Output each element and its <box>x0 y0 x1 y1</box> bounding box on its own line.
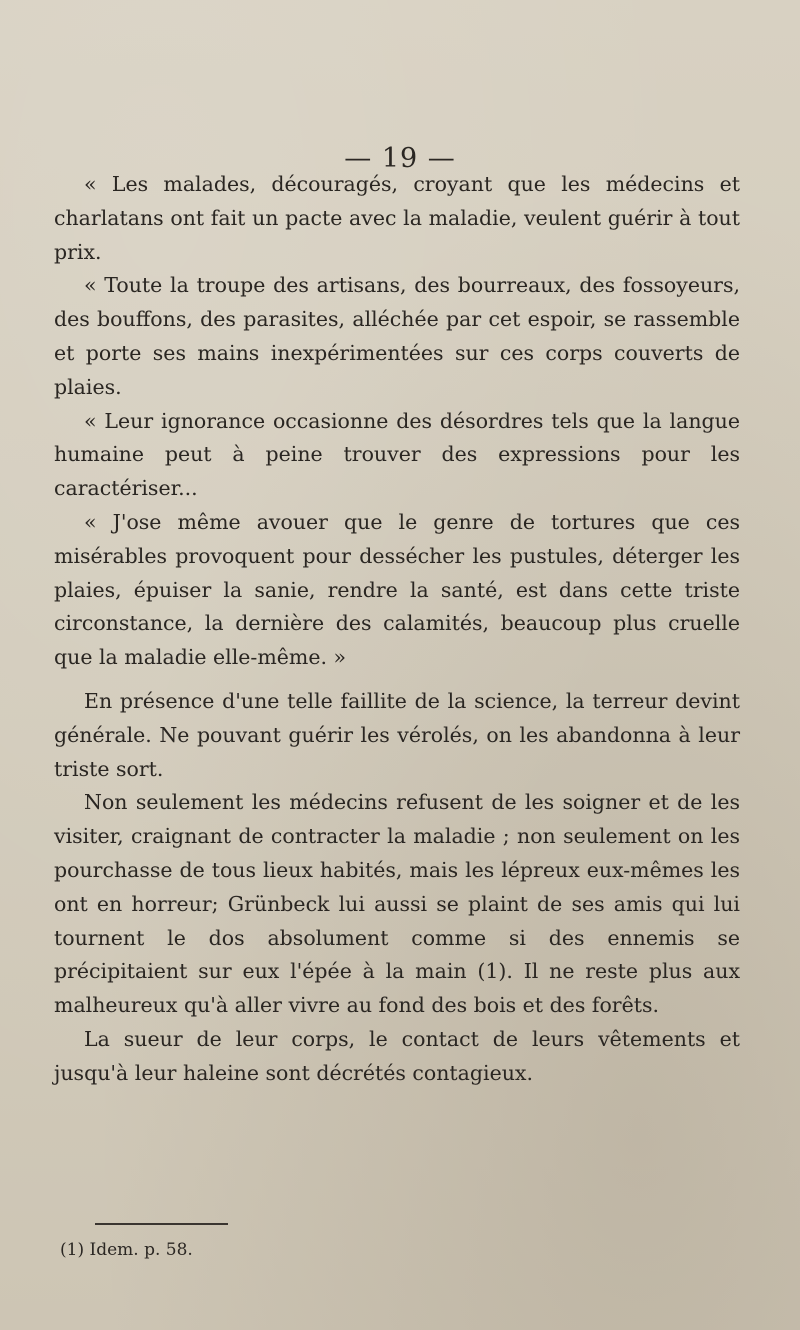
body-text <box>54 168 740 1091</box>
footnote: (1) Idem. p. 58. <box>60 1240 193 1260</box>
paragraph: Non seulement les médecins refusent de les soigner et de les visiter, craignant de contracter la maladie ; non seulement on les pourchasse de tous lieux habités, mais les lépreux eux-mêmes les ont en horreur; Grünbeck lui aussi se plaint de ses amis qui lui tournent le dos absolument comme si des ennemis se précipitaient sur eux l'épée à la main (1). Il ne reste plus aux malheureux qu'à aller vivre au fond des bois et des forêts. <box>54 790 740 1018</box>
paragraph: En présence d'une telle faillite de la science, la terreur devint générale. Ne pouvant guérir les vérolés, on les abandonna à leur triste sort. <box>54 688 740 781</box>
paragraph: « Toute la troupe des artisans, des bourreaux, des fossoyeurs, des bouffons, des parasites, alléchée par cet espoir, se rassemble et porte ses mains inexpérimentées sur ces corps couverts de plaies. <box>54 273 740 399</box>
paragraph: « Les malades, découragés, croyant que les médecins et charlatans ont fait un pacte avec la maladie, veulent guérir à tout prix. <box>54 172 740 264</box>
paragraph: La sueur de leur corps, le contact de leurs vêtements et jusqu'à leur haleine sont décrétés contagieux. <box>54 1026 740 1085</box>
page-number: — 19 — <box>344 143 456 174</box>
paragraph: « Leur ignorance occasionne des désordres tels que la langue humaine peut à peine trouver des expressions pour les caractériser... <box>54 408 740 501</box>
footnote-divider <box>95 1223 228 1225</box>
paragraph: « J'ose même avouer que le genre de tortures que ces misérables provoquent pour dessécher les pustules, déterger les plaies, épuiser la sanie, rendre la santé, est dans cette triste circonstance, la dernière des calamités, beaucoup plus cruelle que la maladie elle-même. » <box>54 509 740 670</box>
